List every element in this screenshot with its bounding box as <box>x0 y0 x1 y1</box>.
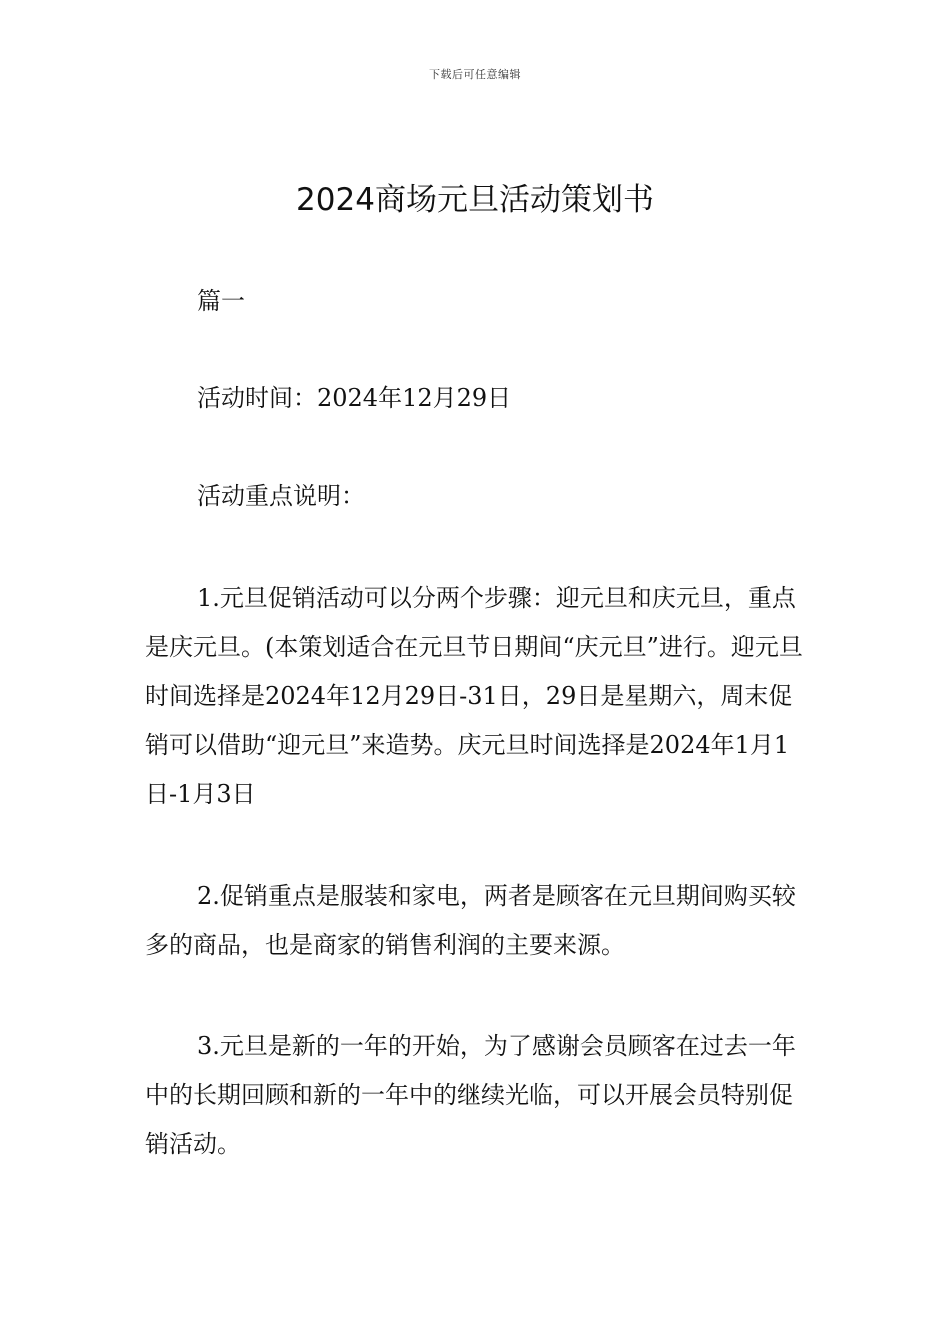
activity-time: 活动时间：2024年12月29日 <box>197 384 512 412</box>
key-point-item-2: 2.促销重点是服装和家电，两者是顾客在元旦期间购买较多的商品，也是商家的销售利润的主要来源。 <box>145 882 796 959</box>
header-note: 下载后可任意编辑 <box>429 68 521 81</box>
document-title: 2024商场元旦活动策划书 <box>296 182 654 218</box>
key-points-heading: 活动重点说明： <box>197 482 365 510</box>
key-point-item-3: 3.元旦是新的一年的开始，为了感谢会员顾客在过去一年中的长期回顾和新的一年中的继续光临，可以开展会员特别促销活动。 <box>145 1032 796 1158</box>
key-point-item-1: 1.元旦促销活动可以分两个步骤：迎元旦和庆元旦，重点是庆元旦。(本策划适合在元旦节日期间“庆元旦”进行。迎元旦时间选择是2024年12月29日-31日，29日是星期六，周末促销可以借助“迎元旦”来造势。庆元旦时间选择是2024年1月1日-1月3日 <box>145 584 803 808</box>
section-label: 篇一 <box>197 287 245 315</box>
